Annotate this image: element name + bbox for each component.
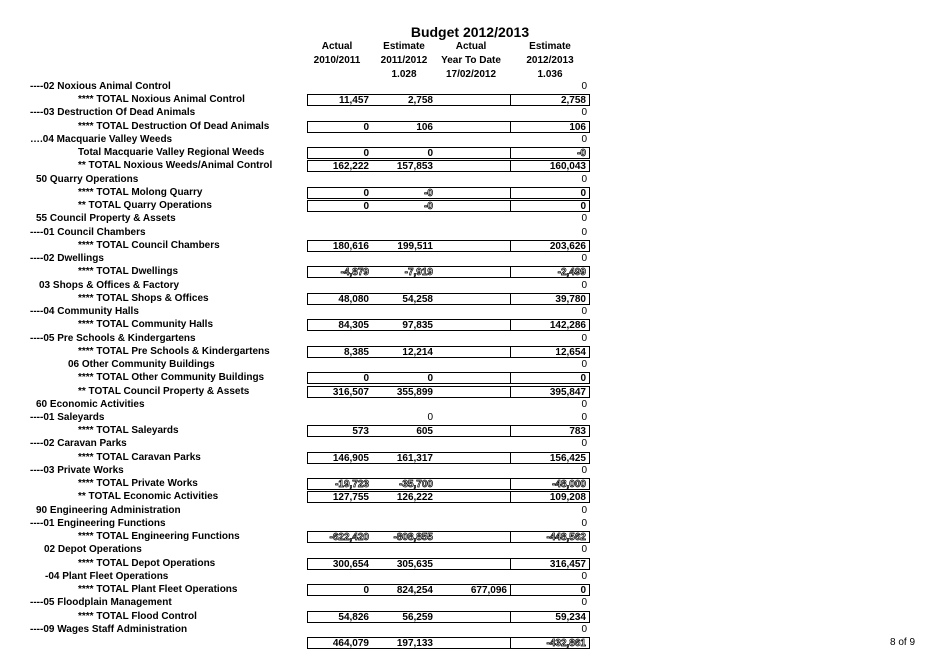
value-cell-col1 xyxy=(307,505,372,517)
value-cell-col1: 0 xyxy=(307,121,372,133)
row-label: **** TOTAL Engineering Functions xyxy=(78,531,240,543)
value-cell-col1 xyxy=(307,227,372,239)
value-cell-col2 xyxy=(372,399,436,411)
section-row xyxy=(0,465,600,478)
value-cell-col2 xyxy=(372,213,436,225)
section-row xyxy=(0,333,600,346)
value-cell-col4: 106 xyxy=(510,121,590,133)
value-cell-col4: 0 xyxy=(510,372,590,384)
value-cell-col2: 199,511 xyxy=(372,240,436,252)
value-cell-col2 xyxy=(372,359,436,371)
value-cell-col3 xyxy=(436,200,510,212)
value-cell-col2 xyxy=(372,280,436,292)
value-cell-col4: 0 xyxy=(581,359,587,371)
value-cell-col3 xyxy=(436,372,510,384)
value-cell-col1: -19,723 xyxy=(307,478,372,490)
value-cell-col2: 97,835 xyxy=(372,319,436,331)
value-cell-col2: 12,214 xyxy=(372,346,436,358)
value-cell-col2: 305,635 xyxy=(372,558,436,570)
value-cell-col2: 106 xyxy=(372,121,436,133)
value-cell-col2: 56,259 xyxy=(372,611,436,623)
total-row xyxy=(0,478,600,491)
value-cell-col4: 0 xyxy=(581,133,587,145)
value-cell-col4: 2,758 xyxy=(510,94,590,106)
total-row xyxy=(0,200,600,213)
value-cell-col4: 109,208 xyxy=(510,491,590,503)
value-cell-col2 xyxy=(372,505,436,517)
value-cell-col4: 0 xyxy=(581,332,587,344)
value-cell-col1 xyxy=(307,465,372,477)
row-label: 60 Economic Activities xyxy=(36,398,145,410)
value-cell-col1: 0 xyxy=(307,147,372,159)
col-header-estimate-2011 xyxy=(369,41,439,80)
value-cell-col2 xyxy=(372,544,436,556)
total-row xyxy=(0,386,600,399)
value-cell-col3 xyxy=(436,425,510,437)
value-cell-col3 xyxy=(436,94,510,106)
value-cell-col4: 0 xyxy=(581,81,587,92)
value-cell-col3 xyxy=(436,213,510,225)
value-cell-col4: 156,425 xyxy=(510,452,590,464)
section-row xyxy=(0,438,600,451)
value-cell-col3 xyxy=(436,611,510,623)
row-label: **** TOTAL Council Chambers xyxy=(78,239,220,251)
value-cell-col4: 203,626 xyxy=(510,240,590,252)
value-cell-col3 xyxy=(436,359,510,371)
value-cell-col2 xyxy=(372,518,436,530)
value-cell-col1 xyxy=(307,438,372,450)
col-header-line3: 1.036 xyxy=(537,69,563,80)
value-cell-col3 xyxy=(436,253,510,265)
total-row xyxy=(0,372,600,385)
value-cell-col1: 146,905 xyxy=(307,452,372,464)
total-row xyxy=(0,240,600,253)
total-row xyxy=(0,558,600,571)
row-label: ----05 Floodplain Management xyxy=(30,597,172,609)
row-label: **** TOTAL Dwellings xyxy=(78,266,179,278)
value-cell-col1 xyxy=(307,399,372,411)
value-cell-col4: 0 xyxy=(581,412,587,423)
row-label: ----02 Noxious Animal Control xyxy=(30,81,171,92)
row-label: **** TOTAL Destruction Of Dead Animals xyxy=(78,120,270,132)
value-cell-col3 xyxy=(436,346,510,358)
row-label: ----02 Dwellings xyxy=(30,253,104,265)
value-cell-col3 xyxy=(436,266,510,278)
col-header-line2: 2011/2012 xyxy=(380,55,428,66)
row-label: ----03 Private Works xyxy=(30,464,124,476)
value-cell-col1: 11,457 xyxy=(307,94,372,106)
value-cell-col1 xyxy=(307,597,372,609)
section-row xyxy=(0,597,600,610)
value-cell-col3 xyxy=(436,319,510,331)
row-label: 03 Shops & Offices & Factory xyxy=(39,279,180,291)
value-cell-col2 xyxy=(372,306,436,318)
col-header-line1: Estimate xyxy=(529,41,571,52)
value-cell-col2: 0 xyxy=(427,412,433,423)
value-cell-col1 xyxy=(307,571,372,583)
value-cell-col3 xyxy=(436,597,510,609)
section-row xyxy=(0,412,600,425)
row-label: ----01 Saleyards xyxy=(30,412,105,423)
col-header-line2: 2010/2011 xyxy=(313,55,361,66)
value-cell-col1: 0 xyxy=(307,584,372,596)
row-label: **** TOTAL Private Works xyxy=(78,478,198,490)
section-row xyxy=(0,505,600,518)
value-cell-col2: 157,853 xyxy=(372,160,436,172)
col-header-line2: Year To Date xyxy=(441,55,501,66)
value-cell-col1 xyxy=(307,280,372,292)
row-label: 06 Other Community Buildings xyxy=(68,359,215,371)
row-label: 02 Depot Operations xyxy=(44,544,142,556)
value-cell-col3 xyxy=(436,107,510,119)
row-label: ----03 Destruction Of Dead Animals xyxy=(30,107,196,119)
section-row xyxy=(0,399,600,412)
col-header-line1: Actual xyxy=(321,41,353,52)
value-cell-col2 xyxy=(372,624,436,636)
section-row xyxy=(0,624,600,637)
total-row xyxy=(0,266,600,279)
value-cell-col4: 12,654 xyxy=(510,346,590,358)
value-cell-col2 xyxy=(372,253,436,265)
value-cell-col4: 0 xyxy=(510,187,590,199)
value-cell-col4: 0 xyxy=(581,306,587,318)
value-cell-col3 xyxy=(436,438,510,450)
value-cell-col2: -0 xyxy=(372,200,436,212)
total-row xyxy=(0,160,600,173)
value-cell-col4: -432,861 xyxy=(510,637,590,649)
value-cell-col4: 316,457 xyxy=(510,558,590,570)
value-cell-col3 xyxy=(436,571,510,583)
row-label: **** TOTAL Flood Control xyxy=(78,610,197,622)
row-label: **** TOTAL Plant Fleet Operations xyxy=(78,584,238,596)
page-number: 8 of 9 xyxy=(890,637,916,648)
value-cell-col1: -4,879 xyxy=(307,266,372,278)
row-label: **** TOTAL Depot Operations xyxy=(78,557,216,569)
row-label: ----02 Caravan Parks xyxy=(30,438,127,450)
value-cell-col1 xyxy=(307,518,372,530)
total-row xyxy=(0,346,600,359)
section-row xyxy=(0,544,600,557)
value-cell-col1 xyxy=(307,174,372,186)
row-label: ----09 Wages Staff Administration xyxy=(30,623,188,635)
value-cell-col4: 0 xyxy=(581,226,587,238)
value-cell-col4: 142,286 xyxy=(510,319,590,331)
value-cell-col2: 126,222 xyxy=(372,491,436,503)
value-cell-col1 xyxy=(307,333,372,345)
value-cell-col3 xyxy=(436,160,510,172)
value-cell-col2 xyxy=(372,571,436,583)
value-cell-col2: -808,855 xyxy=(372,531,436,543)
value-cell-col2: 161,317 xyxy=(372,452,436,464)
value-cell-col2 xyxy=(372,597,436,609)
value-cell-col3 xyxy=(436,544,510,556)
row-label: -04 Plant Fleet Operations xyxy=(45,570,169,582)
value-cell-col1: 0 xyxy=(307,200,372,212)
value-cell-col3 xyxy=(436,505,510,517)
row-label: ----05 Pre Schools & Kindergartens xyxy=(30,332,196,344)
value-cell-col4: 0 xyxy=(581,438,587,450)
row-label: ----04 Community Halls xyxy=(30,306,139,318)
value-cell-col3 xyxy=(436,147,510,159)
section-row xyxy=(0,306,600,319)
row-label: ** TOTAL Economic Activities xyxy=(78,491,219,503)
value-cell-col2: 605 xyxy=(372,425,436,437)
total-row xyxy=(0,531,600,544)
total-row xyxy=(0,584,600,597)
section-row xyxy=(0,213,600,226)
row-label: ----01 Engineering Functions xyxy=(30,517,166,529)
value-cell-col1: 300,654 xyxy=(307,558,372,570)
value-cell-col2: 197,133 xyxy=(372,637,436,649)
section-row xyxy=(0,227,600,240)
total-row xyxy=(0,425,600,438)
col-header-line3: 1.028 xyxy=(391,69,417,80)
value-cell-col1 xyxy=(307,213,372,225)
value-cell-col4: 783 xyxy=(510,425,590,437)
total-row xyxy=(0,147,600,160)
value-cell-col1 xyxy=(307,412,372,424)
row-label: ** TOTAL Council Property & Assets xyxy=(78,385,250,397)
value-cell-col3 xyxy=(436,293,510,305)
section-row xyxy=(0,518,600,531)
row-label: **** TOTAL Caravan Parks xyxy=(78,451,201,463)
total-row xyxy=(0,452,600,465)
value-cell-col3 xyxy=(436,280,510,292)
value-cell-col1 xyxy=(307,359,372,371)
value-cell-col4: 0 xyxy=(581,398,587,410)
value-cell-col1: 127,755 xyxy=(307,491,372,503)
row-label: **** TOTAL Saleyards xyxy=(78,425,179,437)
col-header-estimate-2012 xyxy=(515,41,585,80)
value-cell-col4: -2,499 xyxy=(510,266,590,278)
value-cell-col3 xyxy=(436,187,510,199)
total-row xyxy=(0,319,600,332)
value-cell-col4: 0 xyxy=(510,200,590,212)
total-row xyxy=(0,293,600,306)
total-row xyxy=(0,611,600,624)
value-cell-col1: 464,079 xyxy=(307,637,372,649)
value-cell-col3 xyxy=(436,624,510,636)
value-cell-col4: 0 xyxy=(581,213,587,225)
value-cell-col3 xyxy=(436,333,510,345)
value-cell-col1: -622,420 xyxy=(307,531,372,543)
value-cell-col3 xyxy=(436,306,510,318)
section-row xyxy=(0,253,600,266)
value-cell-col1: 8,385 xyxy=(307,346,372,358)
value-cell-col3 xyxy=(436,558,510,570)
row-label: **** TOTAL Shops & Offices xyxy=(78,292,209,304)
value-cell-col1 xyxy=(307,253,372,265)
value-cell-col1 xyxy=(307,306,372,318)
section-row xyxy=(0,359,600,372)
row-label: ….04 Macquarie Valley Weeds xyxy=(30,133,173,145)
col-header-line1: Estimate xyxy=(383,41,425,52)
value-cell-col1: 0 xyxy=(307,187,372,199)
row-label: Total Macquarie Valley Regional Weeds xyxy=(78,147,265,159)
value-cell-col2 xyxy=(372,107,436,119)
row-label: **** TOTAL Molong Quarry xyxy=(78,186,203,198)
value-cell-col1 xyxy=(307,81,372,93)
section-row xyxy=(0,280,600,293)
value-cell-col2: 824,254 xyxy=(372,584,436,596)
row-label: 55 Council Property & Assets xyxy=(36,213,176,225)
value-cell-col3 xyxy=(436,465,510,477)
value-cell-col3 xyxy=(436,81,510,93)
value-cell-col3 xyxy=(436,134,510,146)
row-label: 90 Engineering Administration xyxy=(36,504,181,516)
value-cell-col4: 0 xyxy=(581,464,587,476)
value-cell-col3 xyxy=(436,240,510,252)
value-cell-col4: 0 xyxy=(581,279,587,291)
total-row xyxy=(0,94,600,107)
value-cell-col4: 39,780 xyxy=(510,293,590,305)
value-cell-col1 xyxy=(307,624,372,636)
page-title: Budget 2012/2013 xyxy=(410,24,530,40)
value-cell-col1 xyxy=(307,107,372,119)
row-label: 50 Quarry Operations xyxy=(36,173,139,185)
value-cell-col1: 180,616 xyxy=(307,240,372,252)
value-cell-col2: -0 xyxy=(372,187,436,199)
value-cell-col3 xyxy=(436,637,510,649)
total-row xyxy=(0,187,600,200)
value-cell-col4: -448,562 xyxy=(510,531,590,543)
value-cell-col4: 0 xyxy=(581,517,587,529)
value-cell-col1: 162,222 xyxy=(307,160,372,172)
value-cell-col4: 0 xyxy=(581,597,587,609)
row-label: **** TOTAL Other Community Buildings xyxy=(78,372,265,384)
value-cell-col3 xyxy=(436,518,510,530)
value-cell-col2: -35,700 xyxy=(372,478,436,490)
value-cell-col3 xyxy=(436,386,510,398)
value-cell-col2 xyxy=(372,227,436,239)
section-row xyxy=(0,107,600,120)
value-cell-col2 xyxy=(372,174,436,186)
value-cell-col1: 573 xyxy=(307,425,372,437)
value-cell-col1: 316,507 xyxy=(307,386,372,398)
value-cell-col1: 0 xyxy=(307,372,372,384)
value-cell-col3 xyxy=(436,121,510,133)
section-row xyxy=(0,174,600,187)
value-cell-col1: 84,305 xyxy=(307,319,372,331)
value-cell-col2 xyxy=(372,465,436,477)
value-cell-col2: 0 xyxy=(372,147,436,159)
section-row xyxy=(0,571,600,584)
col-header-line3: 17/02/2012 xyxy=(445,69,497,80)
value-cell-col4: 160,043 xyxy=(510,160,590,172)
col-header-line2: 2012/2013 xyxy=(526,55,574,66)
value-cell-col2: 54,258 xyxy=(372,293,436,305)
row-label: ** TOTAL Noxious Weeds/Animal Control xyxy=(78,160,273,172)
value-cell-col2: -7,919 xyxy=(372,266,436,278)
value-cell-col2 xyxy=(372,81,436,93)
section-row xyxy=(0,81,600,94)
value-cell-col1: 48,080 xyxy=(307,293,372,305)
value-cell-col1 xyxy=(307,544,372,556)
value-cell-col3 xyxy=(436,491,510,503)
value-cell-col3 xyxy=(436,412,510,424)
value-cell-col2: 2,758 xyxy=(372,94,436,106)
value-cell-col2: 0 xyxy=(372,372,436,384)
row-label: **** TOTAL Noxious Animal Control xyxy=(78,94,245,106)
value-cell-col4: 0 xyxy=(581,504,587,516)
row-label: ** TOTAL Quarry Operations xyxy=(78,200,212,212)
value-cell-col3 xyxy=(436,399,510,411)
value-cell-col3 xyxy=(436,174,510,186)
value-cell-col4: 0 xyxy=(581,623,587,635)
value-cell-col4: 0 xyxy=(510,584,590,596)
value-cell-col1 xyxy=(307,134,372,146)
value-cell-col4: -48,000 xyxy=(510,478,590,490)
row-label: **** TOTAL Community Halls xyxy=(78,319,214,331)
value-cell-col3 xyxy=(436,531,510,543)
section-row xyxy=(0,134,600,147)
row-label: **** TOTAL Pre Schools & Kindergartens xyxy=(78,345,270,357)
value-cell-col2: 355,899 xyxy=(372,386,436,398)
value-cell-col3 xyxy=(436,452,510,464)
value-cell-col4: 0 xyxy=(581,253,587,265)
total-row xyxy=(0,121,600,134)
value-cell-col4: 395,847 xyxy=(510,386,590,398)
value-cell-col4: -0 xyxy=(510,147,590,159)
value-cell-col4: 59,234 xyxy=(510,611,590,623)
value-cell-col4: 0 xyxy=(581,544,587,556)
col-header-actual-ytd xyxy=(436,41,506,80)
value-cell-col3: 677,096 xyxy=(436,584,510,596)
value-cell-col2 xyxy=(372,438,436,450)
value-cell-col4: 0 xyxy=(581,173,587,185)
value-cell-col4: 0 xyxy=(581,570,587,582)
value-cell-col2 xyxy=(372,333,436,345)
total-row xyxy=(0,637,600,650)
col-header-line1: Actual xyxy=(455,41,487,52)
value-cell-col2 xyxy=(372,134,436,146)
value-cell-col3 xyxy=(436,227,510,239)
value-cell-col4: 0 xyxy=(581,107,587,119)
col-header-actual-2010 xyxy=(302,41,372,69)
row-label: ----01 Council Chambers xyxy=(30,226,146,238)
value-cell-col1: 54,826 xyxy=(307,611,372,623)
total-row xyxy=(0,491,600,504)
value-cell-col3 xyxy=(436,478,510,490)
